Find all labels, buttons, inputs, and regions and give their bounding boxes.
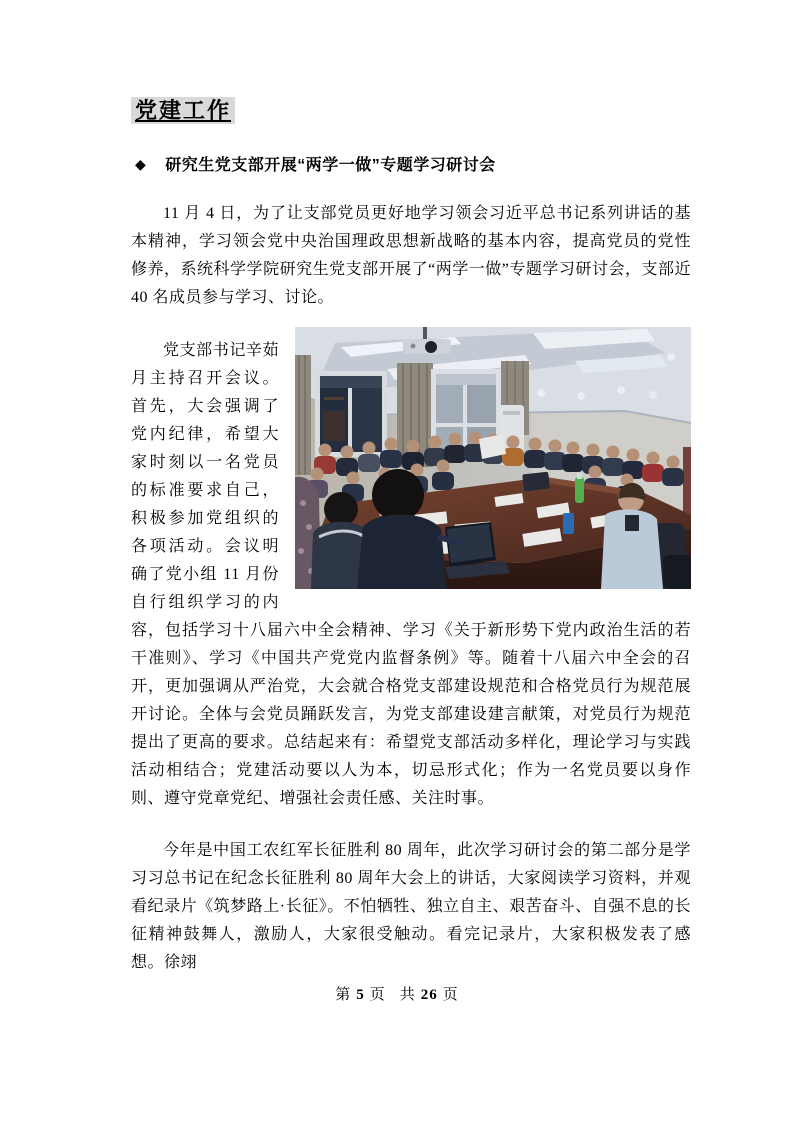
section-title-text: 党建工作 bbox=[131, 97, 235, 124]
page-footer bbox=[0, 984, 794, 1006]
meeting-photo-illustration bbox=[295, 327, 691, 589]
footer-total-label: 页 bbox=[442, 987, 459, 1003]
footer-total-prefix: 共 bbox=[399, 987, 416, 1003]
article-heading-text: 研究生党支部开展“两学一做”专题学习研讨会 bbox=[165, 157, 496, 174]
paragraph-intro-text: 11 月 4 日，为了让支部党员更好地学习领会习近平总书记系列讲话的基本精神，学习领会党中央治国理政思想新战略的基本内容，提高党员的党性修养，系统科学学院研究生党支部开展了“两学一做”专题学习研讨会，支部近 40 名成员参与学习、讨论。 bbox=[131, 205, 691, 306]
paragraph-intro bbox=[131, 200, 691, 312]
diamond-bullet-icon: ◆ bbox=[135, 156, 147, 172]
photo-tint bbox=[295, 327, 691, 589]
paragraph-changzheng bbox=[131, 837, 691, 977]
footer-prefix: 第 bbox=[335, 987, 352, 1003]
footer-page-label: 页 bbox=[369, 987, 386, 1003]
paragraph-meeting-text: 党支部书记辛茹月主持召开会议。首先，大会强调了党内纪律，希望大家时刻以一名党员的标准要求自己，积极参加党组织的各项活动。会议明确了党小组 11 月份自行组织学习的内容，包括学习十八届六中全会精神、学习《关于新形势下党内政治生活的若干准则》、学习《中国共产党党内监督条例》等。随着十八届六中全会的召开，更加强调从严治党，大会就合格党支部建设规范和合格党员行为规范展开讨论。全体与会党员踊跃发言，为党支部建设建言献策，对党员行为规范提出了更高的要求。总结起来有：希望党支部活动多样化，理论学习与实践活动相结合；党建活动要以人为本，切忌形式化；作为一名党员要以身作则、遵守党章党纪、增强社会责任感、关注时事。 bbox=[131, 342, 691, 807]
article-heading bbox=[135, 154, 691, 177]
section-title bbox=[131, 97, 691, 124]
paragraph-changzheng-text: 今年是中国工农红军长征胜利 80 周年，此次学习研讨会的第二部分是学习习总书记在纪念长征胜利 80 周年大会上的讲话，大家阅读学习资料，并观看纪录片《筑梦路上·长征》。不怕牺牲、独立自主、艰苦奋斗、自强不息的长征精神鼓舞人，激励人，大家很受触动。看完记录片，大家积极发表了感想。徐翊 bbox=[131, 842, 691, 971]
footer-total-pages: 26 bbox=[420, 987, 438, 1003]
footer-page-number: 5 bbox=[356, 987, 365, 1003]
paragraph-meeting bbox=[131, 337, 691, 813]
meeting-photo bbox=[295, 327, 691, 589]
